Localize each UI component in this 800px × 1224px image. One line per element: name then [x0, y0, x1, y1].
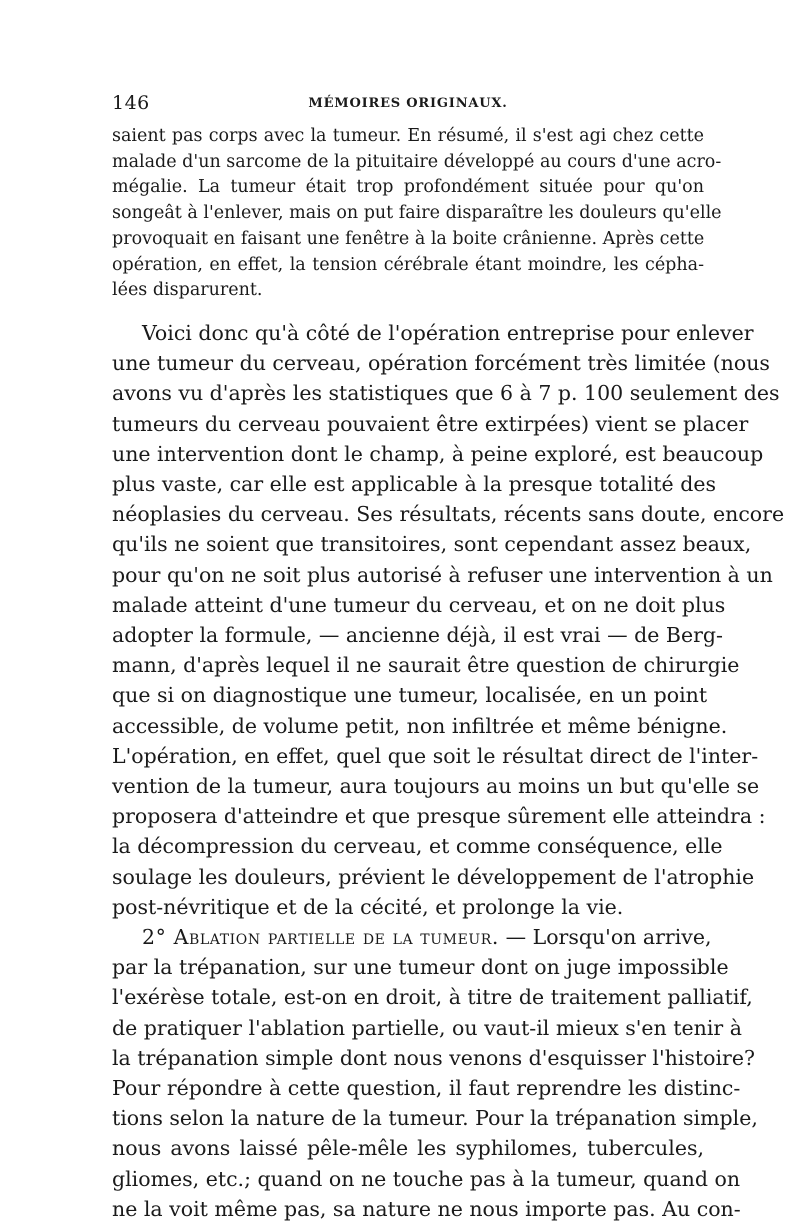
text-line: Voici donc qu'à côté de l'opération entreprise pour enlever — [142, 320, 754, 345]
text-line: tumeurs du cerveau pouvaient être extirpées) vient se placer — [112, 411, 749, 436]
text-line: mann, d'après lequel il ne saurait être question de chirurgie — [112, 653, 740, 678]
text-line: une tumeur du cerveau, opération forcément très limitée (nous — [112, 351, 770, 376]
text-line: par la trépanation, sur une tumeur dont on juge impossible — [112, 955, 729, 980]
text-line: tions selon la nature de la tumeur. Pour la trépanation simple, — [112, 1106, 758, 1131]
text-line: malade atteint d'une tumeur du cerveau, et on ne doit plus — [112, 592, 726, 617]
text-line: vention de la tumeur, aura toujours au moins un but qu'elle se — [112, 773, 760, 798]
text-line: Pour répondre à cette question, il faut reprendre les distinc- — [112, 1076, 741, 1100]
text-line: la décompression du cerveau, et comme conséquence, elle — [112, 834, 723, 859]
text-line: qu'ils ne soient que transitoires, sont cependant assez beaux, — [112, 532, 752, 557]
text-line: de pratiquer l'ablation partielle, ou vaut-il mieux s'en tenir à — [112, 1015, 742, 1040]
text-line: songeât à l'enlever, mais on put faire disparaître les douleurs qu'elle — [112, 203, 722, 224]
book-page — [112, 92, 785, 1224]
text-line: gliomes, etc.; quand on ne touche pas à la tumeur, quand on — [112, 1166, 741, 1191]
text-line: mégalie. La tumeur était trop profondément située pour qu'on — [112, 177, 704, 198]
text-line: adopter la formule, — ancienne déjà, il est vrai — de Berg- — [112, 622, 723, 647]
text-line: une intervention dont le champ, à peine exploré, est beaucoup — [112, 441, 764, 466]
page-number: 146 — [112, 92, 150, 114]
text-line: néoplasies du cerveau. Ses résultats, récents sans doute, encore — [112, 502, 785, 527]
text-line: accessible, de volume petit, non infiltrée et même bénigne. — [112, 713, 728, 738]
running-head — [112, 92, 704, 122]
paragraph-decompression — [112, 318, 785, 922]
paragraph-partial-ablation — [112, 922, 758, 1224]
text-line: que si on diagnostique une tumeur, localisée, en un point — [112, 683, 708, 708]
text-line: malade d'un sarcome de la pituitaire développé au cours d'une acro- — [112, 151, 722, 172]
text-line: post-névritique et de la cécité, et prolonge la vie. — [112, 894, 624, 919]
paragraph-continued — [112, 124, 722, 304]
text-line: soulage les douleurs, prévient le développement de l'atrophie — [112, 864, 755, 889]
text-fragment: — Lorsqu'on arrive, — [499, 924, 712, 949]
text-line: opération, en effet, la tension cérébrale étant moindre, les cépha- — [112, 254, 704, 275]
text-line: avons vu d'après les statistiques que 6 à 7 p. 100 seulement des — [112, 381, 780, 406]
text-line: la trépanation simple dont nous venons d'esquisser l'histoire? — [112, 1045, 755, 1070]
section-first-line — [112, 922, 712, 952]
text-line: plus vaste, car elle est applicable à la presque totalité des — [112, 471, 716, 496]
text-line: L'opération, en effet, quel que soit le résultat direct de l'inter- — [112, 743, 759, 768]
text-line: lées disparurent. — [112, 280, 263, 301]
text-line: pour qu'on ne soit plus autorisé à refuser une intervention à un — [112, 562, 773, 587]
text-line: proposera d'atteindre et que presque sûrement elle atteindra : — [112, 804, 766, 829]
text-line: provoquait en faisant une fenêtre à la boite crânienne. Après cette — [112, 228, 705, 249]
text-line: saient pas corps avec la tumeur. En résumé, il s'est agi chez cette — [112, 126, 704, 146]
section-heading: 2° Ablation partielle de la tumeur. — [142, 924, 500, 949]
text-line: nous avons laissé pêle-mêle les syphilomes, tubercules, — [112, 1136, 704, 1161]
text-line: l'exérèse totale, est-on en droit, à titre de traitement palliatif, — [112, 985, 753, 1010]
text-line: ne la voit même pas, sa nature ne nous importe pas. Au con- — [112, 1196, 741, 1221]
running-title: MÉMOIRES ORIGINAUX. — [308, 96, 508, 111]
